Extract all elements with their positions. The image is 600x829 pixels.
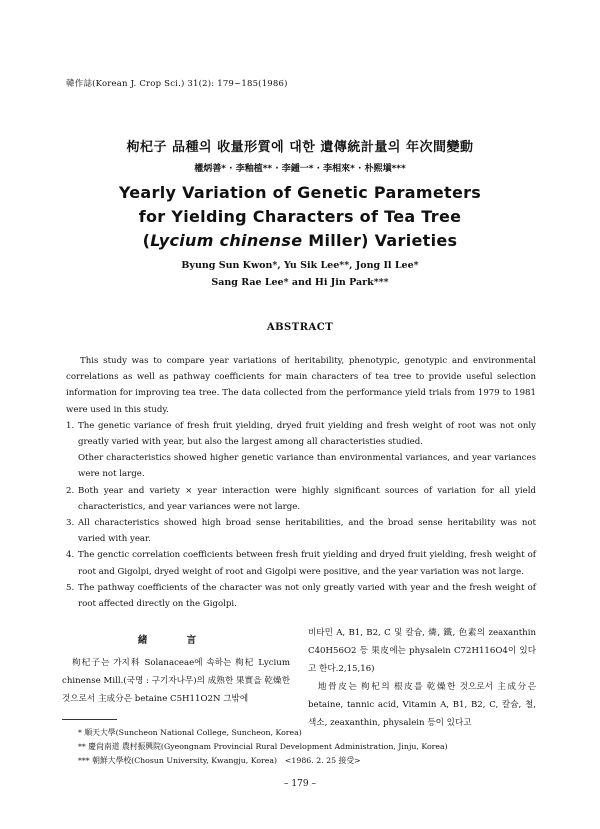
title-paren: ( <box>142 231 151 250</box>
item-number: 3. <box>66 518 75 529</box>
page-number: – 179 – <box>284 779 316 789</box>
item-text: The genctic correlation coefficients between fresh fruit yielding and dryed fruit yielding, fresh weight of root and Gigolpi, dryed weight of root and Gigolpi were positive, and the year variation was not large. <box>78 550 536 577</box>
item-number: 5. <box>66 582 75 593</box>
item-text: Both year and variety × year interaction were highly significant sources of variation for all yield characteristics, and year variances were not large. <box>78 485 536 512</box>
introduction-heading: 緒 言 <box>137 635 215 646</box>
abstract-item <box>66 580 536 612</box>
english-title-line-1: Yearly Variation of Genetic Parameters <box>118 183 482 202</box>
english-title-line-3 <box>0 231 600 250</box>
intro-left-text: 枸杞子는 가지科 Solanaceae에 속하는 枸杞 Lycium chinense Mill.(국명 : 구기자나무)의 成熟한 果實을 乾燥한 것으로서 主成分은 betaine C5H11O2N 그밖에 <box>62 658 290 704</box>
footnote-divider <box>62 719 117 720</box>
abstract-item <box>66 483 536 515</box>
item-text: The pathway coefficients of the character was not only greatly varied with year and the fresh weight of root affected directly on the Gigolpi. <box>78 582 536 610</box>
intro-right-paragraph-2: 地骨皮는 枸杞의 根皮를 乾燥한 것으로서 主成分은 betaine, tannic acid, Vitamin A, B1, B2, C, 칼슘, 철, 색소, zeaxanthin, physalein 등이 있다고 <box>308 682 536 728</box>
abstract-item <box>66 450 536 482</box>
item-text: Other characteristics showed higher genetic variance than environmental variances, and year variances were not large. <box>78 453 536 480</box>
abstract-item <box>66 547 536 579</box>
abstract-intro: This study was to compare year variations of heritability, phenotypic, genotypic and environmental correlations as well as pathway coefficients for main characters of tea tree to provide useful selection information for improving tea tree. The data collected from the performance yield trials from 1979 to 1981 were used in this study. <box>66 356 536 415</box>
english-title-line-2: for Yielding Characters of Tea Tree <box>138 207 462 226</box>
intro-right-paragraph-1: 비타민 A, B1, B2, C 및 칼슘, 燐, 鐵, 色素의 zeaxanthin C40H56O2 등 果皮에는 physalein C72H116O4이 있다고 한다.2,15,16) <box>308 628 536 674</box>
abstract-item <box>66 418 536 450</box>
intro-right-column <box>308 624 536 732</box>
item-number: 4. <box>66 550 75 561</box>
abstract-item <box>66 515 536 547</box>
footnote-2: ** 慶尙南道 農村振興院(Gyeongnam Provincial Rural Development Administration, Jinju, Korea) <box>78 742 448 751</box>
abstract-body <box>66 353 536 612</box>
item-number <box>66 450 78 482</box>
english-authors-line-1: Byung Sun Kwon*, Yu Sik Lee**, Jong Il Lee* <box>181 260 419 271</box>
intro-left-column <box>62 654 290 708</box>
footnote-1: * 順天大學(Suncheon National College, Suncheon, Korea) <box>78 728 302 737</box>
item-number: 1. <box>66 420 75 431</box>
korean-title: 枸杞子 品種의 收量形質에 대한 遺傳統計量의 年次間變動 <box>126 140 474 155</box>
korean-authors: 權炳善* · 李釉植** · 李鍾一* · 李相來* · 朴熙塡*** <box>194 164 406 174</box>
footnote-3: *** 朝鮮大學校(Chosun University, Kwangju, Korea) <1986. 2. 25 接受> <box>78 756 361 765</box>
species-name: Lycium chinense <box>150 231 303 250</box>
english-authors-line-2: Sang Rae Lee* and Hi Jin Park*** <box>211 277 389 288</box>
item-number: 2. <box>66 485 75 496</box>
title-line-3-rest: Miller) Varieties <box>302 231 458 250</box>
item-text: The genetic variance of fresh fruit yielding, dryed fruit yielding and fresh weight of root was not only greatly varied with year, but also the largest among all characteristies studied. <box>78 420 536 448</box>
item-text: All characteristics showed high broad sense heritabilities, and the broad sense heritability was not varied with year. <box>78 518 536 545</box>
journal-citation: 韓作誌(Korean J. Crop Sci.) 31(2): 179~185(1986) <box>66 79 288 89</box>
abstract-heading: ABSTRACT <box>266 322 334 333</box>
